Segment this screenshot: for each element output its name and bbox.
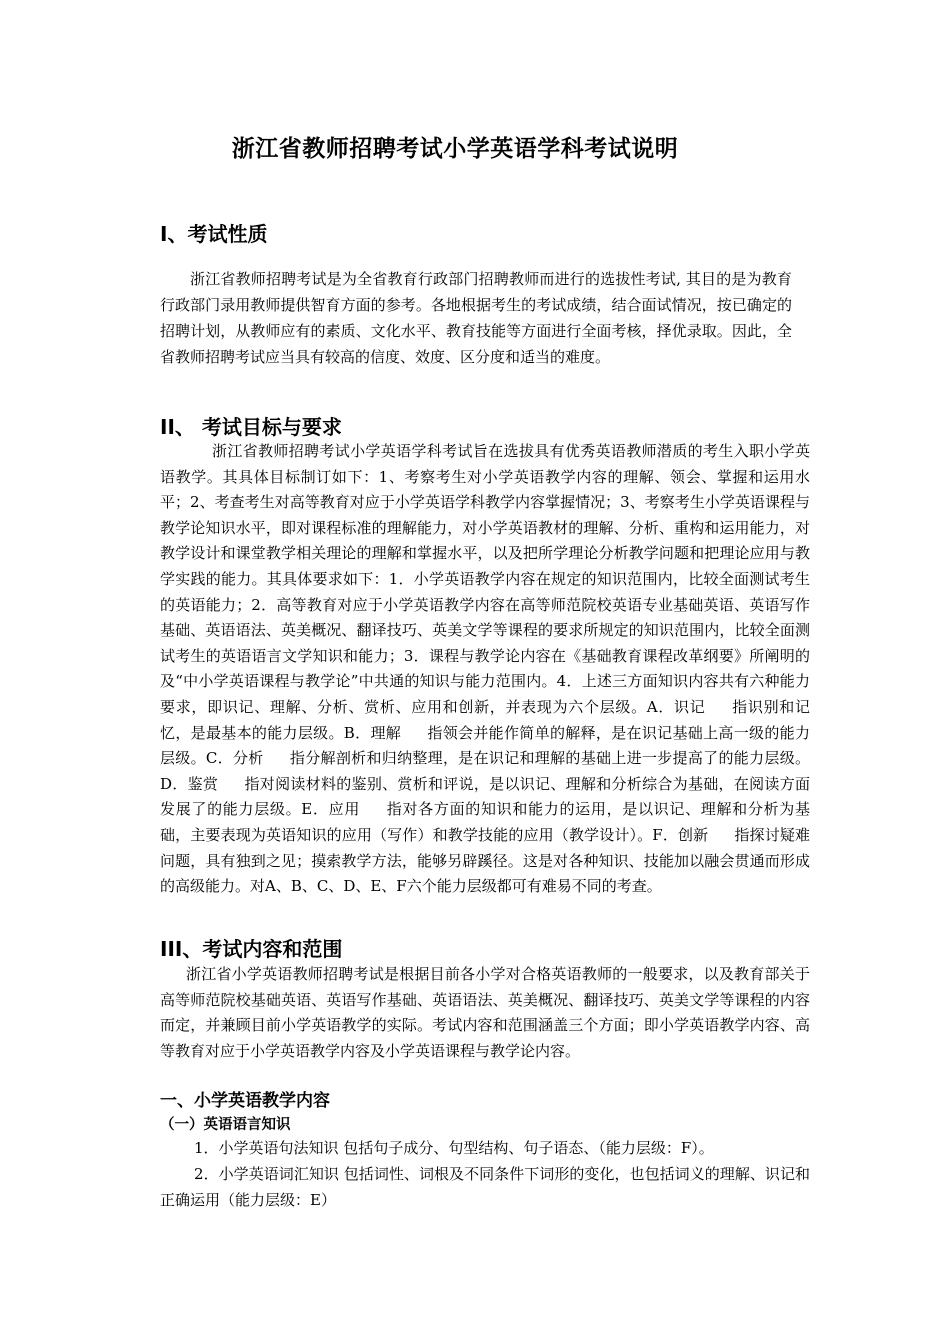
- section-2-text-7: 指探讨疑难问题，具有独到之见；摸索教学方法，能够另辟蹊径。这是对各种知识、技能加以融会贯通而形成的高级能力。对A、B、C、D、E、F六个能力层级都可有难易不同的考查。: [160, 825, 810, 896]
- section-2-text-1: 浙江省教师招聘考试小学英语学科考试旨在选拔具有优秀英语教师潜质的考生入职小学英语教学。其具体目标制订如下：1、考察考生对小学英语教学内容的理解、领会、掌握和运用水平；2、考查考生对高等教育对应于小学英语学科教学内容掌握情况；3、考察考生小学英语课程与教学论知识水平，即对课程标准的理解能力，对小学英语教材的理解、分析、重构和运用能力，对教学设计和课堂教学相关理论的理解和掌握水平，以及把所学理论分析教学问题和把理论应用与教学实践的能力。其具体要求如下：1．小学英语教学内容在规定的知识范围内，比较全面测试考生的英语能力；2．高等教育对应于小学英语教学内容在高等师范院校英语专业基础英语、英语写作基础、英语语法、英美概况、翻译技巧、英美文学等课程的要求所规定的知识范围内，比较全面测试考生的英语语言文学知识和能力；3．课程与教学论内容在《基础教育课程改革纲要》所阐明的及“中小学英语课程与教学论”中共通的知识与能力范围内。4．上述三方面知识内容共有六种能力要求，即识记、理解、分析、赏析、应用和创新，并表现为六个层级。A．识记: [160, 442, 810, 716]
- section-2-paragraph: [160, 439, 810, 900]
- subsubsection-heading: （一）英语语言知识: [160, 1117, 291, 1133]
- section-2-heading: II、 考试目标与要求: [160, 415, 342, 439]
- list-item-2: 2．小学英语词汇知识 包括词性、词根及不同条件下词形的变化，也包括词义的理解、识记和正确运用（能力层级：E）: [160, 1165, 810, 1209]
- section-2-text-2: 指识别和记忆，是最基本的能力层级。B．理解: [160, 697, 810, 742]
- section-1-paragraph: 浙江省教师招聘考试是为全省教育行政部门招聘教师而进行的选拔性考试, 其目的是为教育行政部门录用教师提供智育方面的参考。各地根据考生的考试成绩，结合面试情况，按已确定的招聘计划，从教师应有的素质、文化水平、教育技能等方面进行全面考核，择优录取。因此，全省教师招聘考试应当具有较高的信度、效度、区分度和适当的难度。: [160, 270, 792, 366]
- subsection-heading: 一、小学英语教学内容: [160, 1091, 330, 1111]
- list-item-1: 1．小学英语句法知识 包括句子成分、句型结构、句子语态、（能力层级：F）。: [194, 1139, 714, 1157]
- section-2-text-6: 指对各方面的知识和能力的运用，是以识记、理解和分析为基础，主要表现为英语知识的应用（写作）和教学技能的应用（教学设计）。F．创新: [160, 800, 810, 844]
- section-3-heading: III、考试内容和范围: [160, 937, 343, 961]
- section-2-text-3: 指领会并能作简单的解释，是在识记基础上高一级的能力层级。C．分析: [160, 723, 810, 768]
- section-2-text-4: 指分解剖析和归纳整理，是在识记和理解的基础上进一步提高了的能力层级。D．鉴赏: [160, 749, 810, 793]
- section-3-paragraph: 浙江省小学英语教师招聘考试是根据目前各小学对合格英语教师的一般要求，以及教育部关于高等师范院校基础英语、英语写作基础、英语语法、英美概况、翻译技巧、英美文学等课程的内容而定，并兼顾目前小学英语教学的实际。考试内容和范围涵盖三个方面；即小学英语教学内容、高等教育对应于小学英语教学内容及小学英语课程与教学论内容。: [160, 965, 810, 1060]
- document-title: 浙江省教师招聘考试小学英语学科考试说明: [231, 136, 679, 162]
- section-1-heading: Ⅰ、考试性质: [160, 222, 268, 246]
- section-2-text-5: 指对阅读材料的鉴别、赏析和评说，是以识记、理解和分析综合为基础，在阅读方面发展了的能力层级。E．应用: [160, 774, 810, 819]
